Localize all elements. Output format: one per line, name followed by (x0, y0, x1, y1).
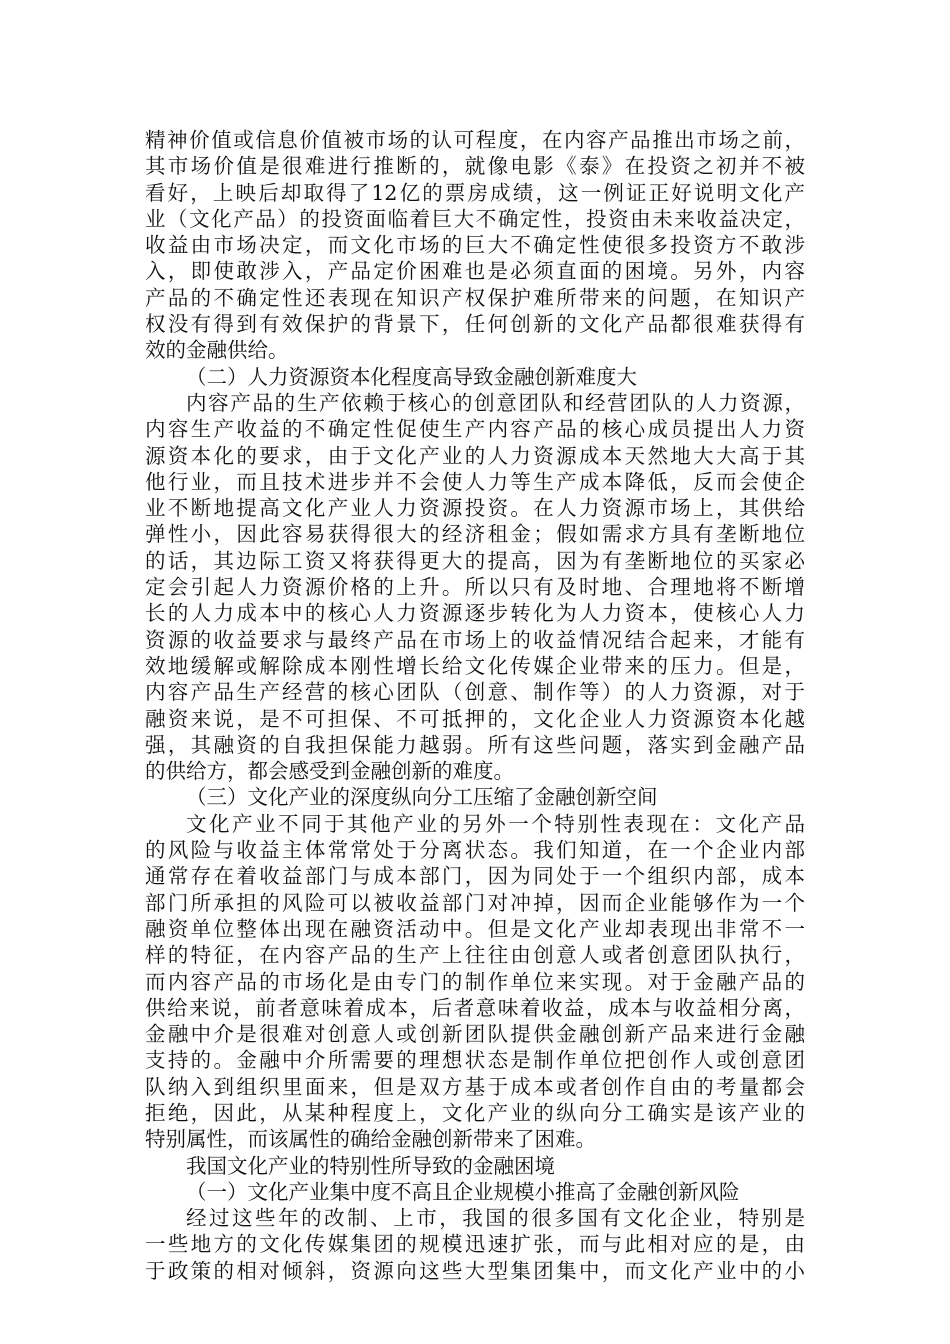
text-line: 他行业，而且技术进步并不会使人力等生产成本降低，反而会使企 (145, 469, 805, 494)
text-line: 效地缓解或解除成本刚性增长给文化传媒企业带来的压力。但是， (145, 653, 805, 678)
text-line: 源资本化的要求，由于文化产业的人力资源成本天然地大大高于其 (145, 443, 805, 468)
text-line: 看好，上映后却取得了12亿的票房成绩，这一例证正好说明文化产 (145, 180, 805, 205)
text-line: （一）文化产业集中度不高且企业规模小推高了金融创新风险 (186, 1179, 740, 1204)
text-line: 样的特征，在内容产品的生产上往往由创意人或者创意团队执行， (145, 943, 805, 968)
text-line: 融资来说，是不可担保、不可抵押的，文化企业人力资源资本化越 (145, 706, 805, 731)
text-line: 弹性小，因此容易获得很大的经济租金；假如需求方具有垄断地位 (145, 522, 805, 547)
text-line: 而内容产品的市场化是由专门的制作单位来实现。对于金融产品的 (145, 969, 805, 994)
text-line: 业不断地提高文化产业人力资源投资。在人力资源市场上，其供给 (145, 496, 805, 521)
text-line: 入，即使敢涉入，产品定价困难也是必须直面的困境。另外，内容 (145, 259, 805, 284)
body-text (145, 127, 805, 1284)
text-line: 权没有得到有效保护的背景下，任何创新的文化产品都很难获得有 (145, 312, 805, 337)
text-line: 业（文化产品）的投资面临着巨大不确定性，投资由未来收益决定， (145, 206, 805, 231)
text-line: 拒绝，因此，从某种程度上，文化产业的纵向分工确实是该产业的 (145, 1100, 805, 1125)
text-line: 金融中介是很难对创意人或创新团队提供金融创新产品来进行金融 (145, 1022, 805, 1047)
text-line: 部门所承担的风险可以被收益部门对冲掉，因而企业能够作为一个 (145, 890, 805, 915)
text-line: 于政策的相对倾斜，资源向这些大型集团集中，而文化产业中的小 (145, 1258, 805, 1283)
text-line: 精神价值或信息价值被市场的认可程度，在内容产品推出市场之前， (145, 128, 805, 152)
text-line: 队纳入到组织里面来，但是双方基于成本或者创作自由的考量都会 (145, 1074, 805, 1099)
text-line: 其市场价值是很难进行推断的，就像电影《泰》在投资之初并不被 (145, 154, 805, 179)
text-line: 资源的收益要求与最终产品在市场上的收益情况结合起来，才能有 (145, 627, 805, 652)
text-line: 的风险与收益主体常常处于分离状态。我们知道，在一个企业内部 (145, 838, 805, 863)
text-line: 供给来说，前者意味着成本，后者意味着收益，成本与收益相分离， (145, 995, 805, 1020)
text-line: 效的金融供给。 (145, 338, 289, 363)
text-line: 特别属性，而该属性的确给金融创新带来了困难。 (145, 1127, 596, 1152)
text-line: 文化产业不同于其他产业的另外一个特别性表现在：文化产品 (186, 811, 805, 836)
text-line: （二）人力资源资本化程度高导致金融创新难度大 (186, 364, 637, 389)
text-line: 产品的不确定性还表现在知识产权保护难所带来的问题，在知识产 (145, 285, 805, 310)
text-line: 内容生产收益的不确定性促使生产内容产品的核心成员提出人力资 (145, 417, 805, 442)
text-line: 支持的。金融中介所需要的理想状态是制作单位把创作人或创意团 (145, 1048, 805, 1073)
text-line: 一些地方的文化传媒集团的规模迅速扩张，而与此相对应的是，由 (145, 1232, 805, 1257)
text-line: 经过这些年的改制、上市，我国的很多国有文化企业，特别是 (186, 1206, 805, 1231)
text-line: 内容产品生产经营的核心团队（创意、制作等）的人力资源，对于 (145, 680, 805, 705)
text-line: 强，其融资的自我担保能力越弱。所有这些问题，落实到金融产品 (145, 732, 805, 757)
text-line: 的话，其边际工资又将获得更大的提高，因为有垄断地位的买家必 (145, 548, 805, 573)
text-line: 通常存在着收益部门与成本部门，因为同处于一个组织内部，成本 (145, 864, 805, 889)
text-line: 融资单位整体出现在融资活动中。但是文化产业却表现出非常不一 (145, 916, 805, 941)
text-line: 的供给方，都会感受到金融创新的难度。 (145, 759, 514, 784)
text-line: 定会引起人力资源价格的上升。所以只有及时地、合理地将不断增 (145, 575, 805, 600)
text-line: （三）文化产业的深度纵向分工压缩了金融创新空间 (186, 785, 658, 810)
text-line: 长的人力成本中的核心人力资源逐步转化为人力资本，使核心人力 (145, 601, 805, 626)
text-line: 我国文化产业的特别性所导致的金融困境 (186, 1153, 555, 1178)
text-line: 收益由市场决定，而文化市场的巨大不确定性使很多投资方不敢涉 (145, 233, 805, 258)
text-line: 内容产品的生产依赖于核心的创意团队和经营团队的人力资源， (186, 390, 805, 415)
